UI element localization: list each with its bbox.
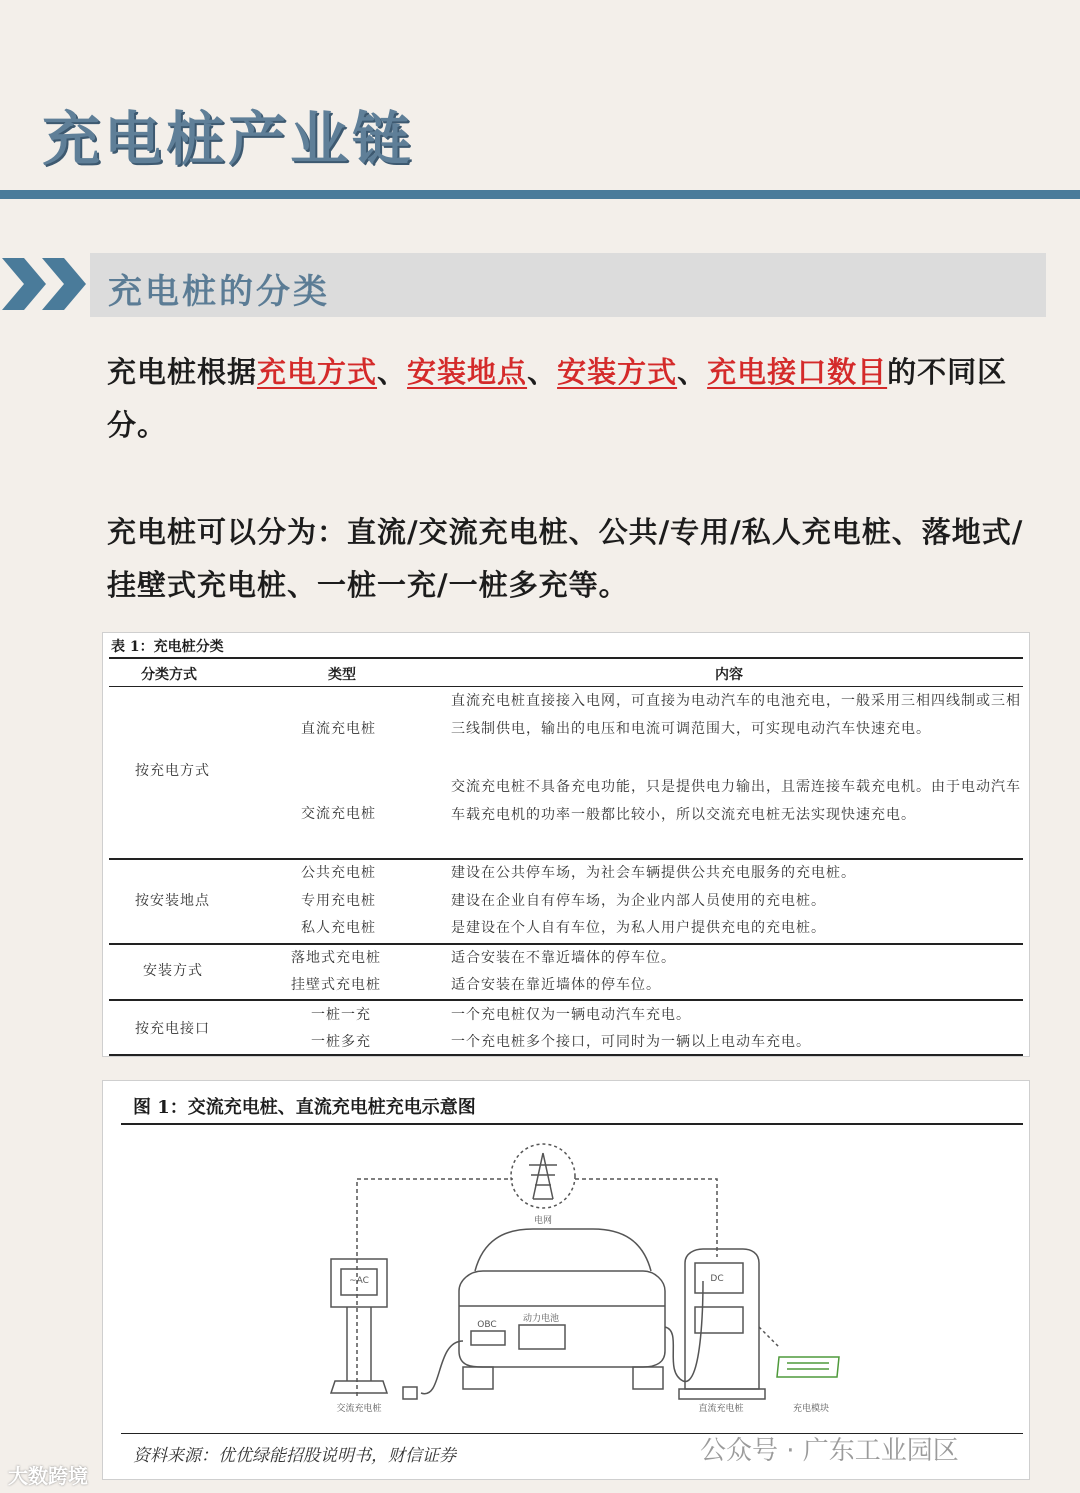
header-content: 内容 (715, 667, 743, 683)
group-method: 按安装地点 (135, 893, 210, 909)
intro-p1-suffix: 的不同区分。 (107, 355, 1008, 442)
row-type: 专用充电桩 (301, 893, 376, 909)
row-content: 适合安装在不靠近墙体的停车位。 (451, 950, 676, 966)
header-method: 分类方式 (141, 667, 197, 683)
row-content: 交流充电桩不具备充电功能，只是提供电力输出，且需连接车载充电机。由于电动汽车车载充电机的功率一般都比较小，所以交流充电桩无法实现快速充电。 (451, 779, 1021, 823)
brand-watermark: 大数跨境 (8, 1464, 88, 1488)
row-content: 直流充电桩直接接入电网，可直接为电动汽车的电池充电，一般采用三相四线制或三相三线制供电，输出的电压和电流可调范围大，可实现电动汽车快速充电。 (451, 693, 1021, 737)
double-chevron-icon (2, 258, 92, 310)
intro-p1-prefix: 充电桩根据 (107, 355, 258, 389)
row-content: 建设在企业自有停车场，为企业内部人员使用的充电桩。 (451, 893, 826, 909)
table-caption: 表 1：充电桩分类 (111, 639, 224, 655)
table-top-rule (109, 657, 1023, 659)
intro-separator: 、 (527, 355, 558, 389)
intro-separator: 、 (377, 355, 408, 389)
power-tower-icon (529, 1153, 557, 1199)
row-content: 适合安装在靠近墙体的停车位。 (451, 977, 661, 993)
row-type: 挂壁式充电桩 (291, 977, 381, 993)
row-content: 建设在公共停车场，为社会车辆提供公共充电服务的充电桩。 (451, 865, 856, 881)
row-type: 交流充电桩 (301, 806, 376, 822)
figure-caption: 图 1：交流充电桩、直流充电桩充电示意图 (133, 1097, 476, 1118)
section-title: 充电桩的分类 (108, 272, 330, 312)
dc-cable (665, 1281, 703, 1381)
header-type: 类型 (328, 667, 356, 683)
figure-source: 资料来源：优优绿能招股说明书，财信证券 (133, 1446, 456, 1466)
module-link (759, 1327, 779, 1347)
row-type: 落地式充电桩 (291, 950, 381, 966)
group-method: 按充电方式 (135, 763, 210, 779)
grid-line-ac (357, 1179, 513, 1396)
obc-label: OBC (477, 1320, 497, 1330)
ac-pile-label: 交流充电桩 (336, 1404, 382, 1414)
charging-diagram (103, 1131, 1029, 1431)
title-divider (0, 190, 1080, 199)
electric-car-icon (459, 1229, 665, 1389)
dc-symbol-label: DC (710, 1274, 724, 1284)
intro-paragraph-2: 充电桩可以分为：直流/交流充电桩、公共/专用/私人充电桩、落地式/挂壁式充电桩、一桩一充/一桩多充等。 (107, 515, 1024, 602)
module-label: 充电模块 (792, 1404, 830, 1414)
highlight-install-method: 安装方式 (557, 355, 678, 389)
row-type: 私人充电桩 (301, 920, 376, 936)
highlight-install-location: 安装地点 (407, 355, 528, 389)
figure-top-rule (121, 1123, 1023, 1125)
classification-table (102, 632, 1030, 1057)
group-method: 按充电接口 (135, 1021, 210, 1037)
ac-symbol-label: ~AC (349, 1276, 369, 1286)
page-title: 充电桩产业链 (42, 105, 415, 173)
row-type: 一桩多充 (311, 1034, 371, 1050)
intro-paragraph-1 (107, 346, 1027, 452)
row-type: 直流充电桩 (301, 721, 376, 737)
charging-diagram-figure (102, 1080, 1030, 1480)
ac-plug-icon (403, 1387, 417, 1399)
group-method: 安装方式 (143, 963, 203, 979)
grid-line-dc (575, 1179, 717, 1257)
row-content: 是建设在个人自有车位，为私人用户提供充电的充电桩。 (451, 920, 826, 936)
row-type: 公共充电桩 (301, 865, 376, 881)
row-content: 一个充电桩多个接口，可同时为一辆以上电动车充电。 (451, 1034, 811, 1050)
highlight-port-count: 充电接口数目 (707, 355, 888, 389)
battery-label: 动力电池 (522, 1314, 560, 1324)
ac-cable (421, 1341, 463, 1394)
wechat-watermark: 公众号 · 广东工业园区 (700, 1436, 959, 1466)
intro-separator: 、 (677, 355, 708, 389)
table-bottom-rule (109, 1054, 1023, 1056)
row-type: 一桩一充 (311, 1007, 371, 1023)
highlight-charging-method: 充电方式 (257, 355, 378, 389)
charging-module-icon (777, 1357, 839, 1377)
grid-label: 电网 (533, 1216, 553, 1226)
row-content: 一个充电桩仅为一辆电动汽车充电。 (451, 1007, 691, 1023)
dc-pile-label: 直流充电桩 (698, 1404, 744, 1414)
